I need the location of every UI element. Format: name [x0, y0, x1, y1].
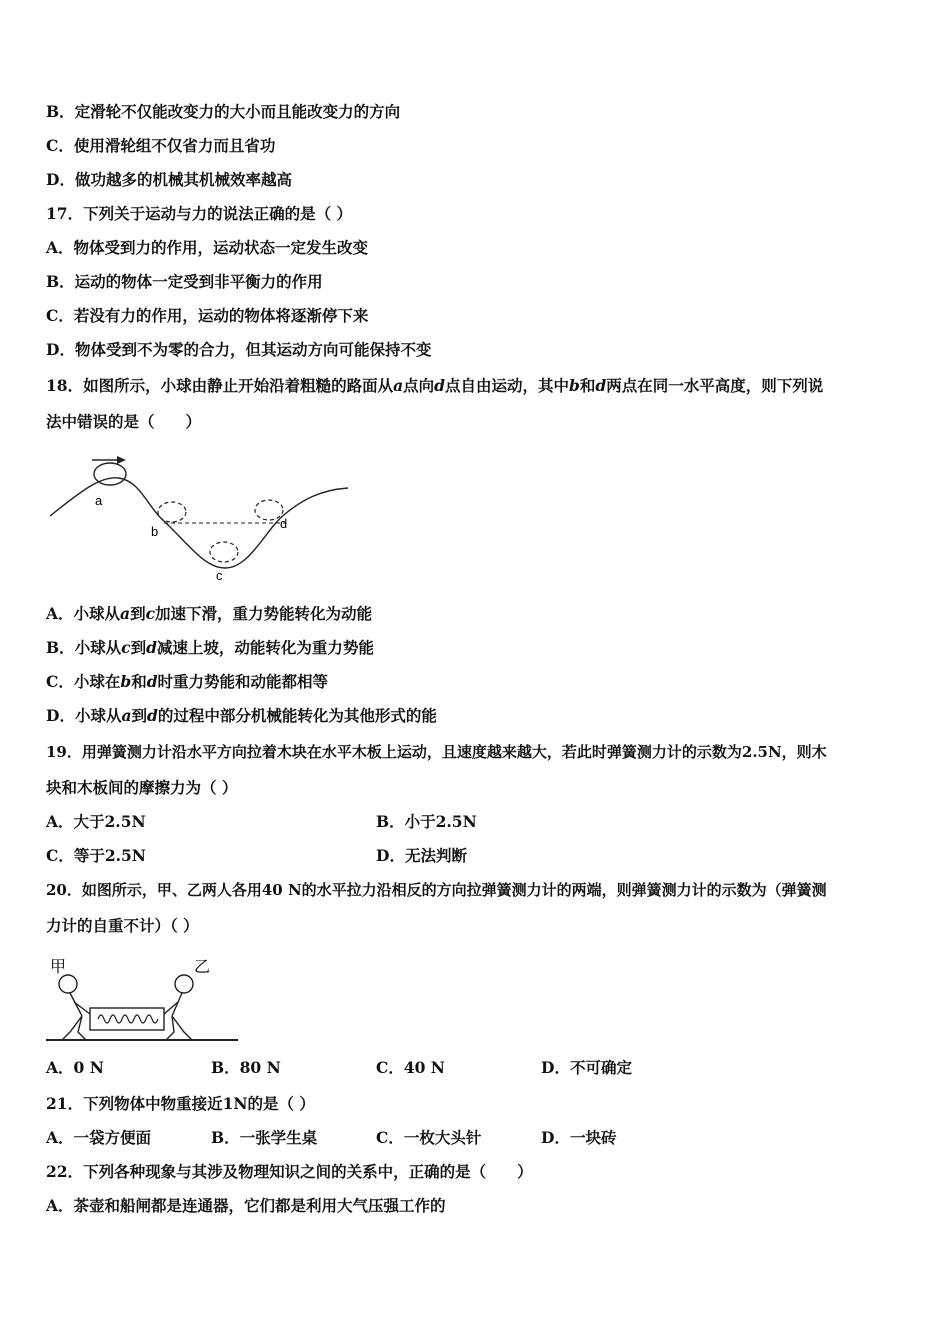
q18-option-c: C．小球在b和d时重力势能和动能都相等 — [46, 672, 329, 691]
q16-option-b: B．定滑轮不仅能改变力的大小而且能改变力的方向 — [46, 102, 401, 121]
q20-option-c: C．40 N — [376, 1058, 445, 1077]
q20-stem-line2: 力计的自重不计）（ ） — [46, 916, 199, 935]
q20-spring-figure — [42, 952, 242, 1048]
q17-option-b: B．运动的物体一定受到非平衡力的作用 — [46, 272, 323, 291]
person-yi-head — [175, 975, 193, 993]
spring-coil — [98, 1015, 158, 1023]
person-yi-body — [164, 993, 192, 1040]
label-d: d — [280, 516, 288, 531]
label-a: a — [95, 493, 103, 508]
label-c: c — [216, 568, 223, 583]
person-jia-head — [59, 975, 77, 993]
q19-option-b: B．小于2.5N — [376, 812, 477, 831]
q19-stem-line2: 块和木板间的摩擦力为（ ） — [46, 778, 238, 797]
q19-stem-line1: 19．用弹簧测力计沿水平方向拉着木块在水平木板上运动，且速度越来越大，若此时弹簧测力计的示数为2.5N，则木 — [46, 743, 827, 761]
ball-at-b — [158, 502, 186, 522]
q19-option-c: C．等于2.5N — [46, 846, 146, 865]
q17-stem: 17．下列关于运动与力的说法正确的是（ ） — [46, 204, 352, 223]
q16-option-d: D．做功越多的机械其机械效率越高 — [46, 170, 292, 189]
q20-option-b: B．80 N — [211, 1058, 281, 1077]
q21-option-c: C．一枚大头针 — [376, 1128, 482, 1147]
ball-at-a — [94, 463, 126, 485]
label-yi: 乙 — [194, 957, 211, 976]
q20-stem-line1: 20．如图所示，甲、乙两人各用40 N的水平拉力沿相反的方向拉弹簧测力计的两端，则弹簧测力计的示数为（弹簧测 — [46, 881, 827, 899]
q18-option-b: B．小球从c到d减速上坡，动能转化为重力势能 — [46, 638, 374, 657]
label-b: b — [151, 524, 159, 539]
ball-at-c — [210, 542, 238, 562]
q20-option-a: A．0 N — [46, 1058, 104, 1077]
q20-option-d: D．不可确定 — [541, 1058, 632, 1077]
q17-option-a: A．物体受到力的作用，运动状态一定发生改变 — [46, 238, 369, 257]
q18-option-a: A．小球从a到c加速下滑，重力势能转化为动能 — [46, 604, 373, 623]
q22-stem: 22．下列各种现象与其涉及物理知识之间的关系中，正确的是（ ） — [46, 1162, 533, 1181]
q21-option-a: A．一袋方便面 — [46, 1128, 152, 1147]
arrow-head-icon — [117, 456, 126, 464]
ball-at-d — [255, 500, 283, 520]
q18-stem-line1: 18．如图所示，小球由静止开始沿着粗糙的路面从a点向d点自由运动，其中b和d两点在同一水平高度，则下列说 — [46, 376, 824, 395]
q21-option-d: D．一块砖 — [541, 1128, 617, 1147]
q21-stem: 21．下列物体中物重接近1N的是（ ） — [46, 1094, 315, 1113]
label-jia: 甲 — [50, 957, 67, 976]
q18-stem-line2: 法中错误的是（ ） — [46, 412, 202, 431]
q16-option-c: C．使用滑轮组不仅省力而且省功 — [46, 136, 276, 155]
q22-option-a: A．茶壶和船闸都是连通器，它们都是利用大气压强工作的 — [46, 1196, 446, 1215]
q18-option-d: D．小球从a到d的过程中部分机械能转化为其他形式的能 — [46, 706, 437, 725]
q19-option-d: D．无法判断 — [376, 846, 467, 865]
q17-option-d: D．物体受到不为零的合力，但其运动方向可能保持不变 — [46, 340, 432, 359]
person-jia-body — [62, 993, 90, 1040]
q17-option-c: C．若没有力的作用，运动的物体将逐渐停下来 — [46, 306, 369, 325]
q21-option-b: B．一张学生桌 — [211, 1128, 318, 1147]
q19-option-a: A．大于2.5N — [46, 812, 146, 831]
q18-track-figure — [40, 450, 360, 590]
spring-scale-box — [90, 1008, 164, 1030]
